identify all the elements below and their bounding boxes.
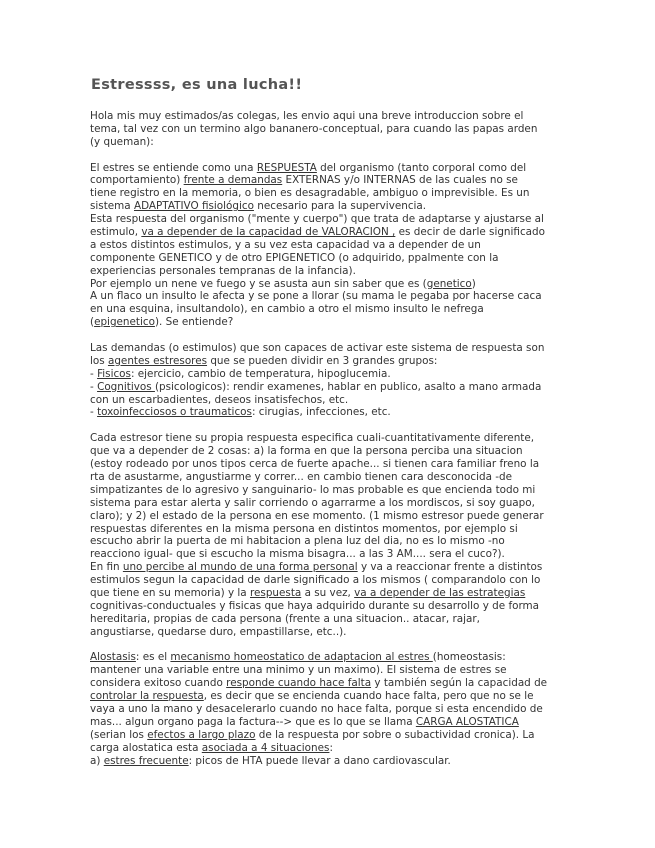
text-line [90, 110, 570, 123]
text-run: Esta respuesta del organismo ("mente y cuerpo") que trata de adaptarse y ajustarse al [90, 213, 544, 226]
text-run: - [90, 367, 98, 380]
text-run: : ejercicio, cambio de temperatura, hipoglucemia. [130, 367, 391, 380]
text-run: Las demandas (o estimulos) que son capaces de activar este sistema de respuesta son [90, 342, 545, 355]
paragraph [90, 162, 570, 330]
text-run: estimulo, [90, 226, 142, 239]
text-line [90, 471, 570, 484]
text-line [90, 535, 570, 548]
text-line [90, 600, 570, 613]
text-run: : es el [135, 651, 171, 664]
underlined-text: responde cuando hace falta [226, 677, 372, 690]
text-line [90, 213, 570, 226]
text-line [90, 664, 570, 677]
text-run: - [90, 380, 98, 393]
text-run: que tiene en su memoria) y la [90, 586, 250, 599]
text-run: tiene registro en la memoria, o bien es desagradable, ambiguo o imprevisible. Es un [90, 187, 530, 200]
text-line [90, 574, 570, 587]
underlined-text: toxoinfecciosos o traumaticos [97, 406, 252, 419]
text-line [90, 523, 570, 536]
text-run: que va a depender de 2 cosas: a) la forma en que la persona perciba una situacion [90, 445, 523, 458]
underlined-text: uno percibe al mundo de una forma personal [122, 561, 358, 574]
text-run: ( [90, 316, 95, 329]
underlined-text: ADAPTATIVO fisiológico [133, 200, 254, 213]
text-run: necesario para la supervivencia. [253, 200, 427, 213]
text-run: comportamiento) [90, 174, 184, 187]
text-run: A un flaco un insulto le afecta y se pone a llorar (su mama le pegaba por hacerse caca [90, 290, 542, 303]
text-run: sistema para estar alerta y salir corriendo o agarrarme a los mordiscos, si soy guapo, [90, 496, 535, 509]
paragraph [90, 432, 570, 638]
text-run: (psicologicos): rendir examenes, hablar en publico, asalto a mano armada [154, 380, 542, 393]
paragraph-gap [90, 149, 570, 162]
text-line [90, 742, 570, 755]
text-line [90, 548, 570, 561]
paragraph [90, 651, 570, 767]
text-run: El estres se entiende como una [90, 161, 257, 174]
text-run: sistema [90, 200, 134, 213]
underlined-text: efectos a largo plazo [147, 728, 256, 741]
text-run: carga alostatica esta [90, 741, 202, 754]
text-line [90, 187, 570, 200]
text-run: ). Se entiende? [154, 316, 234, 329]
text-line [90, 406, 570, 419]
underlined-text: agentes estresores [107, 354, 208, 367]
text-run: del organismo (tanto corporal como del [316, 161, 527, 174]
paragraph-gap [90, 639, 570, 652]
text-line [90, 587, 570, 600]
text-line [90, 716, 570, 729]
paragraph [90, 342, 570, 419]
text-run: Cada estresor tiene su propia respuesta especifica cuali-cuantitativamente diferente, [90, 432, 535, 445]
text-run: - [90, 406, 98, 419]
text-line [90, 252, 570, 265]
text-run: rta de asustarme, angustiarme y correr... en cambio tienen cara desconocida -de [90, 470, 512, 483]
text-run: simpatizantes de lo agresivo y sanguinario- lo mas probable es que encienda todo mi [90, 483, 536, 496]
text-run: mantener una variable entre una minimo y un maximo). El sistema de estres se [90, 664, 507, 677]
text-line [90, 226, 570, 239]
text-line [90, 290, 570, 303]
underlined-text: epigenetico [94, 316, 155, 329]
text-run: tema, tal vez con un termino algo bananero-conceptual, para cuando las papas arden [90, 122, 538, 135]
text-run: los [90, 354, 108, 367]
text-run: (homeostasis: [432, 651, 506, 664]
text-line [90, 703, 570, 716]
text-line [90, 136, 570, 149]
underlined-text: va a depender de las estrategias [354, 586, 526, 599]
underlined-text: mecanismo homeostatico de adaptacion al estres [170, 651, 433, 664]
underlined-text: va a depender de la capacidad de VALORACION , [141, 226, 396, 239]
text-line [90, 239, 570, 252]
text-line [90, 651, 570, 664]
text-line [90, 265, 570, 278]
underlined-text: genetico [426, 277, 472, 290]
text-run: Hola mis muy estimados/as colegas, les envio aqui una breve introduccion sobre el [90, 110, 524, 122]
text-run: (estoy rodeado por unos tipos cerca de fuerte apache... si tienen cara familiar freno la [90, 458, 540, 471]
text-line [90, 381, 570, 394]
text-run: es decir de darle significado [395, 226, 545, 239]
text-run: vaya a uno la mano y desacelerarlo cuando no hace falta, porque si esta encendido de [90, 702, 543, 715]
text-run: a estos distintos estimulos, y a su vez esta capacidad va a depender de un [90, 238, 481, 251]
text-line [90, 613, 570, 626]
text-line [90, 355, 570, 368]
text-run: , es decir que se encienda cuando hace falta, pero que no se le [203, 690, 534, 703]
text-run: cognitivas-conductuales y fisicas que haya adquirido durante su desarrollo y de forma [90, 599, 540, 612]
text-run: escucho abrir la puerta de mi habitacion a plena luz del dia, no es lo mismo -no [90, 535, 505, 548]
text-line [90, 690, 570, 703]
text-line [90, 510, 570, 523]
text-run: En fin [90, 561, 123, 574]
text-line [90, 484, 570, 497]
text-line [90, 200, 570, 213]
text-line [90, 342, 570, 355]
underlined-text: CARGA ALOSTATICA [415, 715, 519, 728]
text-run: a) [90, 754, 104, 767]
text-run: de la respuesta por sobre o subactividad cronica). La [255, 728, 535, 741]
text-run: considera exitoso cuando [90, 677, 227, 690]
text-run: EXTERNAS y/o INTERNAS de las cuales no se [282, 174, 518, 187]
text-run: y va a reaccionar frente a distintos [357, 561, 543, 574]
text-run: respuestas diferentes en la misma persona en distintos momentos, por ejemplo si [90, 522, 518, 535]
underlined-text: frente a demandas [183, 174, 283, 187]
text-line [90, 445, 570, 458]
text-line [90, 561, 570, 574]
underlined-text: controlar la respuesta [90, 690, 204, 703]
text-run: mas... algun organo paga la factura--> que es lo que se llama [90, 715, 416, 728]
text-line [90, 626, 570, 639]
text-line [90, 162, 570, 175]
text-run: angustiarse, quedarse duro, empastillarse, etc..). [90, 625, 347, 638]
underlined-text: asociada a 4 situaciones [201, 741, 330, 754]
text-run: : picos de HTA puede llevar a dano cardiovascular. [188, 754, 451, 767]
text-line [90, 432, 570, 445]
text-run: experiencias personales tempranas de la infancia). [90, 264, 356, 277]
text-line [90, 497, 570, 510]
text-run: reacciono igual- que si escucho la misma bisagra... a las 3 AM.... sera el cuco?). [90, 548, 505, 561]
underlined-text: respuesta [249, 586, 302, 599]
text-line [90, 729, 570, 742]
text-run: con un escarbadientes, deseos insatisfechos, etc. [90, 393, 349, 406]
text-run: (y queman): [90, 135, 154, 148]
text-line [90, 174, 570, 187]
text-line [90, 458, 570, 471]
underlined-text: Cognitivos [97, 380, 155, 393]
text-line [90, 677, 570, 690]
underlined-text: Alostasis [90, 651, 136, 664]
document-title: Estressss, es una lucha!! [91, 77, 303, 93]
text-line [90, 316, 570, 329]
text-line [90, 394, 570, 407]
text-run: hereditaria, propias de cada persona (frente a una situacion.. atacar, rajar, [90, 612, 480, 625]
text-run: a su vez, [301, 586, 355, 599]
text-run: (serian los [90, 728, 148, 741]
text-run: que se pueden dividir en 3 grandes grupos: [207, 354, 438, 367]
text-line [90, 755, 570, 768]
text-run: claro); y 2) el estado de la persona en ese momento. (1 mismo estresor puede generar [90, 509, 544, 522]
text-line [90, 278, 570, 291]
text-run: en una esquina, insultandolo), en cambio a otro el mismo insulto le nefrega [90, 303, 484, 316]
text-run: : cirugias, infecciones, etc. [251, 406, 391, 419]
underlined-text: RESPUESTA [256, 161, 317, 174]
paragraph-gap [90, 419, 570, 432]
text-run: componente GENETICO y de otro EPIGENETICO (o adquirido, ppalmente con la [90, 251, 499, 264]
text-run: : [329, 741, 333, 754]
paragraph-gap [90, 329, 570, 342]
text-run: estimulos segun la capacidad de darle significado a los mismos ( comparandolo con lo [90, 574, 541, 587]
text-run: Por ejemplo un nene ve fuego y se asusta aun sin saber que es ( [90, 277, 427, 290]
text-line [90, 123, 570, 136]
text-line [90, 368, 570, 381]
underlined-text: estres frecuente [103, 754, 189, 767]
underlined-text: Fisicos [97, 367, 131, 380]
text-run: ) [471, 277, 476, 290]
text-run: y también según la capacidad de [371, 677, 548, 690]
text-line [90, 303, 570, 316]
paragraph [90, 110, 570, 149]
document-body [90, 110, 570, 767]
